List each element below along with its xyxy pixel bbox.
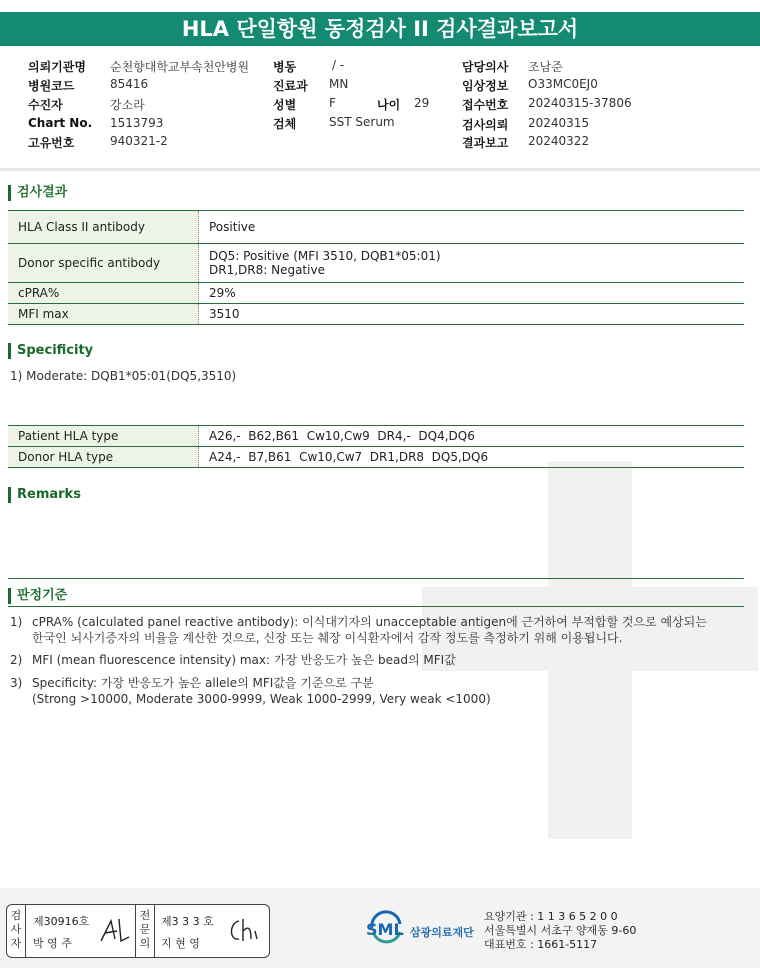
header-label: 병원코드 xyxy=(28,79,75,93)
table-row xyxy=(8,426,744,447)
examiner-signature xyxy=(97,915,133,947)
header-value: 20240315-37806 xyxy=(528,96,632,110)
section-title-results: 검사결과 xyxy=(8,185,67,201)
institution-code: 요양기관 : 1 1 3 6 5 2 0 0 xyxy=(484,910,618,923)
header-label: 검사의뢰 xyxy=(462,118,509,132)
sml-logo-text: SML xyxy=(366,920,404,939)
row-label: Donor specific antibody xyxy=(8,244,199,283)
header-label: 의뢰기관명 xyxy=(28,60,86,74)
section-title-remarks: Remarks xyxy=(8,487,81,503)
background-watermark xyxy=(380,440,760,860)
results-table xyxy=(8,210,744,325)
header-label: 담당의사 xyxy=(462,60,509,74)
header-value: 940321-2 xyxy=(110,134,168,148)
row-value: 29% xyxy=(209,286,236,300)
row-label: MFI max xyxy=(8,304,199,325)
header-label: 고유번호 xyxy=(28,136,75,150)
header-value: SST Serum xyxy=(329,115,395,129)
header-label: 나이 xyxy=(377,98,401,112)
criteria-number: 3) xyxy=(10,676,23,690)
dsa-line-1: DQ5: Positive (MFI 3510, DQB1*05:01) xyxy=(209,249,441,263)
criteria-number: 1) xyxy=(10,615,23,629)
org-name: 삼광의료재단 xyxy=(410,926,474,939)
table-row xyxy=(8,211,744,244)
criteria-item xyxy=(10,675,730,707)
table-row xyxy=(8,304,744,325)
header-label: 임상정보 xyxy=(462,79,509,93)
row-value: A26,- B62,B61 Cw10,Cw9 DR4,- DQ4,DQ6 xyxy=(209,429,475,443)
table-row xyxy=(8,447,744,468)
header-label: Chart No. xyxy=(28,116,93,130)
header-value: / - xyxy=(332,58,345,72)
criteria-item xyxy=(10,614,730,646)
header-value: 20240322 xyxy=(528,134,590,148)
criteria-line: Specificity: 가장 반응도가 높은 allele의 MFI값을 기준으로 구분 xyxy=(32,676,374,690)
header-value: 1513793 xyxy=(110,116,164,130)
header-value: 85416 xyxy=(110,77,149,91)
section-divider xyxy=(8,578,744,579)
section-title-specificity: Specificity xyxy=(8,343,93,359)
header-label: 수진자 xyxy=(28,98,63,112)
header-value: 20240315 xyxy=(528,116,590,130)
row-label: HLA Class II antibody xyxy=(8,211,199,244)
row-value xyxy=(199,244,745,283)
row-label: cPRA% xyxy=(8,283,199,304)
examiner-name: 박 영 주 xyxy=(33,937,72,950)
row-value: A24,- B7,B61 Cw10,Cw7 DR1,DR8 DQ5,DQ6 xyxy=(209,450,489,464)
institution-info xyxy=(484,910,636,952)
header-label: 병동 xyxy=(273,60,297,74)
header-label: 접수번호 xyxy=(462,98,509,112)
row-value: Positive xyxy=(209,220,256,234)
header-value: 조남준 xyxy=(528,60,563,74)
row-label: Donor HLA type xyxy=(8,447,199,468)
criteria-number: 2) xyxy=(10,653,23,667)
header-label: 성별 xyxy=(273,98,297,112)
institution-address: 서울특별시 서초구 양재동 9-60 xyxy=(484,924,637,937)
header-divider xyxy=(0,168,760,171)
header-value: 29 xyxy=(414,96,430,110)
header-label: 결과보고 xyxy=(462,136,509,150)
criteria-line: MFI (mean fluorescence intensity) max: 가장 반응도가 높은 bead의 MFI값 xyxy=(32,653,456,667)
row-value: 3510 xyxy=(209,307,240,321)
footer xyxy=(0,888,760,968)
header-value: 강소라 xyxy=(110,98,145,112)
section-divider xyxy=(8,606,744,607)
header-label: 검체 xyxy=(273,117,297,131)
report-title: HLA 단일항원 동정검사 II 검사결과보고서 xyxy=(0,12,760,46)
specialist-signature xyxy=(225,915,265,947)
institution-phone: 대표번호 : 1661-5117 xyxy=(484,938,598,951)
section-title-criteria: 판정기준 xyxy=(8,588,67,604)
examiner-label: 검 사 자 xyxy=(10,909,22,950)
table-row xyxy=(8,244,744,283)
header-value: F xyxy=(329,96,336,110)
dsa-line-2: DR1,DR8: Negative xyxy=(209,263,325,277)
examiner-license: 제30916호 xyxy=(33,915,90,928)
signature-box xyxy=(6,904,270,958)
hla-table xyxy=(8,425,744,468)
header-value: O33MC0EJ0 xyxy=(528,77,598,91)
criteria-line: (Strong >10000, Moderate 3000-9999, Weak 1000-2999, Very weak <1000) xyxy=(32,692,491,706)
criteria-item xyxy=(10,652,730,668)
specialist-label: 전 문 의 xyxy=(139,909,151,950)
specialist-name: 지 현 영 xyxy=(161,937,200,950)
criteria-line: 한국인 뇌사기증자의 비율을 계산한 것으로, 신장 또는 췌장 이식환자에서 감작 정도를 측정하기 위해 이용됩니다. xyxy=(32,631,623,645)
row-label: Patient HLA type xyxy=(8,426,199,447)
header-value: MN xyxy=(329,77,349,91)
table-row xyxy=(8,283,744,304)
specialist-license: 제3 3 3 호 xyxy=(161,915,214,928)
specificity-text: 1) Moderate: DQB1*05:01(DQ5,3510) xyxy=(10,369,237,383)
header-label: 진료과 xyxy=(273,79,308,93)
criteria-line: cPRA% (calculated panel reactive antibody): 이식대기자의 unacceptable antigen에 근거하여 부적합할 것으로 예상되는 xyxy=(32,615,707,629)
header-value: 순천향대학교부속천안병원 xyxy=(110,60,250,74)
